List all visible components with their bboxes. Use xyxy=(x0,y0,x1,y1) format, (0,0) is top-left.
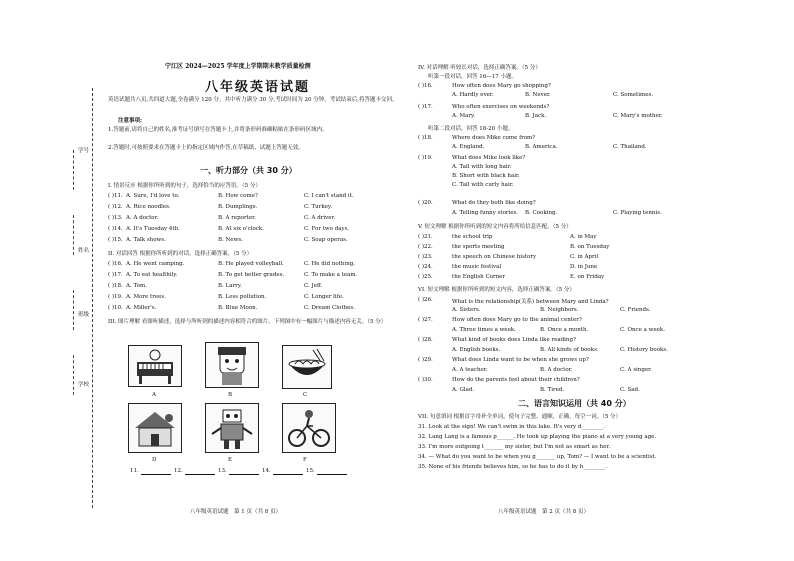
section3-title: III. 图片理解 看图听描述，选择与所听到的描述内容相符合的图片。下列图中有一幅图片与描述内容无关。（5 分） xyxy=(108,319,387,325)
question-number[interactable]: ( )30. xyxy=(418,377,433,383)
option-b[interactable]: B. He played volleyball. xyxy=(218,261,284,267)
answer-blank[interactable] xyxy=(229,468,259,475)
fill-11: 11. xyxy=(130,468,139,474)
question-number[interactable]: ( )13. xyxy=(108,215,123,221)
question-text: How often does Mary go shopping? xyxy=(452,83,551,89)
picture-d-label: D xyxy=(152,457,157,463)
match-event: the school trip xyxy=(452,234,493,240)
notice-2: 2.答题时,可按照要求在答题卡上的指定区域内作答,在草稿纸、试题上答题无效。 xyxy=(108,145,304,151)
question-number[interactable]: ( )14. xyxy=(108,226,123,232)
option-b[interactable]: B. Less pollution. xyxy=(218,294,267,300)
option-b[interactable]: B. Cooking. xyxy=(525,210,558,216)
option-c[interactable]: C. Friends. xyxy=(620,307,651,313)
match-option[interactable]: A. in May xyxy=(570,234,597,240)
option-c[interactable]: C. A driver. xyxy=(304,215,336,221)
fill-sentence[interactable]: 31. Look at the sign! We can't swim in this lake. It's very d________. xyxy=(418,424,606,430)
question-number[interactable]: ( )26. xyxy=(418,297,433,303)
intro-text: 英语试题共八页,共四道大题,全卷满分 120 分。其中听力满分 30 分,考试时间为 20 分钟。考试结束后,将答题卡交回。 xyxy=(108,97,398,103)
question-number[interactable]: ( )19. xyxy=(108,294,123,300)
option-a[interactable]: A. He went camping. xyxy=(126,261,185,267)
section6-title: VI. 短文理解 根据你所听到的短文内容，选择正确答案。（5 分） xyxy=(418,287,575,293)
fill-13: 13. xyxy=(218,468,227,474)
question-number[interactable]: ( )12. xyxy=(108,204,123,210)
option-b[interactable]: B. Never. xyxy=(525,92,551,98)
page2-footer: 八年级英语试题 第 2 页（共 8 页） xyxy=(498,509,589,515)
question-number[interactable]: ( )16. xyxy=(108,261,123,267)
fill-sentence[interactable]: 33. I'm more outgoing t_______ my sister, but I'm not as smart as her. xyxy=(418,444,611,450)
match-event: the music festival xyxy=(452,264,502,270)
option-c[interactable]: C. Thailand. xyxy=(613,144,647,150)
option-c[interactable]: C. History books. xyxy=(620,347,668,353)
option-a[interactable]: A. Talk shows. xyxy=(126,237,166,243)
option-c[interactable]: C. Longer life. xyxy=(304,294,344,300)
picture-f-label: F xyxy=(303,457,307,463)
option-b[interactable]: B. To get better grades. xyxy=(218,272,285,278)
picture-a-piano xyxy=(128,345,182,387)
option-a[interactable]: A. Telling funny stories. xyxy=(452,210,519,216)
picture-f-bike xyxy=(282,403,336,453)
question-number[interactable]: ( )18. xyxy=(418,135,433,141)
question-number[interactable]: ( )10. xyxy=(108,305,123,311)
question-number[interactable]: ( )25. xyxy=(418,274,433,280)
question-text: What is the relationship(关系) between Mary and Linda? xyxy=(452,299,609,305)
question-number[interactable]: ( )18. xyxy=(108,283,123,289)
option-c[interactable]: C. Turkey. xyxy=(304,204,333,210)
option-b[interactable]: B. A doctor. xyxy=(540,367,573,373)
option-a[interactable]: A. Tom. xyxy=(126,283,147,289)
picture-c-noodles xyxy=(282,345,332,389)
option-a[interactable]: A. More trees. xyxy=(126,294,166,300)
option-b[interactable]: B. All kinds of books. xyxy=(540,347,599,353)
question-number[interactable]: ( )15. xyxy=(108,237,123,243)
section5-title: V. 短文理解 根据你所听到的短文内容将所给信息匹配。（5 分） xyxy=(418,224,572,230)
option-b[interactable]: B. Short with black hair. xyxy=(452,173,520,179)
option-b[interactable]: B. A reporter. xyxy=(218,215,256,221)
question-number[interactable]: ( )23. xyxy=(418,254,433,260)
option-b[interactable]: B. America. xyxy=(525,144,558,150)
option-b[interactable]: B. At six o'clock. xyxy=(218,226,264,232)
name-label: 姓名 xyxy=(78,248,90,254)
section7-title: VII. 句意填词 根据首字母补全单词，使句子完整、通顺，正确，每空一词。（5 分） xyxy=(418,414,622,420)
fill-sentence[interactable]: 34. — What do you want to be when you g_______ up, Tom? — I want to be a scientist. xyxy=(418,454,657,460)
question-text: What does Mike look like? xyxy=(452,155,526,161)
question-text: What does Linda want to be when she grows up? xyxy=(452,357,589,363)
fill-sentence[interactable]: 32. Lang Lang is a famous p______. He took up playing the piano at a very young age. xyxy=(418,434,657,440)
option-c[interactable]: C. Soap operas. xyxy=(304,237,348,243)
match-option[interactable]: C. in April xyxy=(570,254,599,260)
section4-title: IV. 对话理解 听较长对话，选择正确答案。（5 分） xyxy=(418,65,541,71)
question-number[interactable]: ( )19. xyxy=(418,155,433,161)
question-text: How do the parents feel about their children? xyxy=(452,377,580,383)
option-c[interactable]: C. Mary's mother. xyxy=(613,113,663,119)
notice-title: 注意事项: xyxy=(118,118,143,124)
question-text: How often does Mary go to the animal center? xyxy=(452,317,582,323)
option-a[interactable]: A. Hardly ever. xyxy=(452,92,494,98)
option-a[interactable]: A. Sisters. xyxy=(452,307,481,313)
question-text: Who often exercises on weekends? xyxy=(452,104,550,110)
option-c[interactable]: C. Jeff. xyxy=(304,283,323,289)
answer-blank[interactable] xyxy=(141,468,171,475)
picture-a-label: A xyxy=(152,392,156,398)
option-b[interactable]: B. Jack. xyxy=(525,113,547,119)
option-c[interactable]: C. Sad. xyxy=(620,387,640,393)
option-a[interactable]: A. A teacher. xyxy=(452,367,488,373)
school-label: 学校 xyxy=(78,382,90,388)
question-number[interactable]: ( )17. xyxy=(108,272,123,278)
option-b[interactable]: B. Larry. xyxy=(218,283,242,289)
picture-b-boy xyxy=(205,342,259,388)
answer-blank[interactable] xyxy=(317,468,347,475)
option-a[interactable]: A. Three times a week. xyxy=(452,327,516,333)
class-label: 班级 xyxy=(78,312,90,318)
match-event: the English Corner xyxy=(452,274,506,280)
fill-sentence[interactable]: 35. None of his friends believes him, so he has to do it by h________. xyxy=(418,464,607,470)
fill-14: 14. xyxy=(262,468,271,474)
option-a[interactable]: A. It's Tuesday 4th. xyxy=(126,226,180,232)
option-c[interactable]: C. Sometimes. xyxy=(613,92,654,98)
robot-icon xyxy=(206,404,258,452)
picture-e-label: E xyxy=(228,457,233,463)
option-b[interactable]: B. How come? xyxy=(218,193,258,199)
noodle-bowl-icon xyxy=(283,346,331,388)
question-number[interactable]: ( )16. xyxy=(418,83,433,89)
dialogue1-label: 听第一段对话，回答 16—17 小题。 xyxy=(428,74,517,80)
question-number[interactable]: ( )22. xyxy=(418,244,433,250)
option-c[interactable]: C. I can't stand it. xyxy=(304,193,354,199)
question-number[interactable]: ( )17. xyxy=(418,104,433,110)
option-c[interactable]: C. Dream Clothes. xyxy=(304,305,355,311)
question-number[interactable]: ( )20. xyxy=(418,200,433,206)
blank-line-school xyxy=(73,355,74,395)
bicycle-icon xyxy=(283,404,335,452)
option-a[interactable]: A. Rice noodles. xyxy=(126,204,171,210)
option-a[interactable]: A. Glad. xyxy=(452,387,475,393)
option-a[interactable]: A. Sure, I'd love to. xyxy=(126,193,180,199)
question-text: What kind of books does Linda like reading? xyxy=(452,337,576,343)
notice-1: 1.答题前,请将自己的姓名,准考证号填写在答题卡上,并将条形码准确粘贴在条形码区域内。 xyxy=(108,127,328,133)
question-text: What do they both like doing? xyxy=(452,200,536,206)
option-a[interactable]: A. Miller's. xyxy=(126,305,157,311)
student-no-label: 学号 xyxy=(78,148,90,154)
option-c[interactable]: C. To make a team. xyxy=(304,272,358,278)
question-text: Where does Mike come from? xyxy=(452,135,536,141)
school-title: 宁江区 2024—2025 学年度上学期期末教学质量检测 xyxy=(165,63,311,70)
answer-blank[interactable] xyxy=(185,468,215,475)
question-number[interactable]: ( )28. xyxy=(418,337,433,343)
option-b[interactable]: B. Once a month. xyxy=(540,327,589,333)
blank-line-class xyxy=(73,290,74,330)
question-number[interactable]: ( )11. xyxy=(108,193,123,199)
match-option[interactable]: B. on Tuesday xyxy=(570,244,610,250)
seal-line xyxy=(92,88,93,508)
match-event: the sports meeting xyxy=(452,244,505,250)
option-a[interactable]: A. To eat healthily. xyxy=(126,272,178,278)
question-number[interactable]: ( )27. xyxy=(418,317,433,323)
option-a[interactable]: A. England. xyxy=(452,144,485,150)
option-c[interactable]: C. Once a week. xyxy=(620,327,665,333)
section1-title: I. 情景反应 根据你所听到的句子，选择恰当的应答语。（5 分） xyxy=(108,183,261,189)
dialogue2-label: 听第二段对话，回答 18-20 小题。 xyxy=(428,126,514,132)
picture-e-robot xyxy=(205,403,259,453)
blank-line-name xyxy=(73,215,74,255)
picture-c-label: C xyxy=(303,392,308,398)
option-b[interactable]: B. Tired. xyxy=(540,387,565,393)
option-b[interactable]: B. Dumplings. xyxy=(218,204,258,210)
main-title: 八年级英语试题 xyxy=(205,80,311,95)
part1-title: 一、听力部分（共 30 分） xyxy=(200,166,297,175)
picture-d-house xyxy=(128,403,182,453)
match-option[interactable]: E. on Friday xyxy=(570,274,605,280)
option-b[interactable]: B. Blue Moon. xyxy=(218,305,258,311)
question-number[interactable]: ( )24. xyxy=(418,264,433,270)
option-a[interactable]: A. Tall with long hair. xyxy=(452,164,512,170)
option-a[interactable]: A. English books. xyxy=(452,347,501,353)
section2-title: II. 对话回答 根据你所听到的对话，选择正确答案。（5 分） xyxy=(108,251,253,257)
piano-icon xyxy=(129,346,181,386)
answer-blank[interactable] xyxy=(273,468,303,475)
option-c[interactable]: C. A singer. xyxy=(620,367,652,373)
option-b[interactable]: B. News. xyxy=(218,237,243,243)
match-event: the speech on Chinese history xyxy=(452,254,537,260)
house-icon xyxy=(129,404,181,452)
question-number[interactable]: ( )21. xyxy=(418,234,433,240)
fill-15: 15. xyxy=(306,468,315,474)
option-c[interactable]: C. For two days. xyxy=(304,226,350,232)
option-b[interactable]: B. Neighbors. xyxy=(540,307,579,313)
picture-b-label: B xyxy=(228,392,233,398)
question-number[interactable]: ( )29. xyxy=(418,357,433,363)
match-option[interactable]: D. in June xyxy=(570,264,598,270)
fill-12: 12. xyxy=(174,468,183,474)
option-c[interactable]: C. He did nothing. xyxy=(304,261,356,267)
page1-footer: 八年级英语试题 第 1 页（共 8 页） xyxy=(190,509,281,515)
blank-line-studentno xyxy=(73,150,74,190)
option-a[interactable]: A. A doctor. xyxy=(126,215,159,221)
boy-face-icon xyxy=(206,343,258,387)
option-a[interactable]: A. Mary. xyxy=(452,113,476,119)
option-c[interactable]: C. Playing tennis. xyxy=(613,210,662,216)
fill-row xyxy=(130,467,347,475)
option-c[interactable]: C. Tall with curly hair. xyxy=(452,182,514,188)
part2-title: 二、语言知识运用（共 40 分） xyxy=(518,399,631,408)
